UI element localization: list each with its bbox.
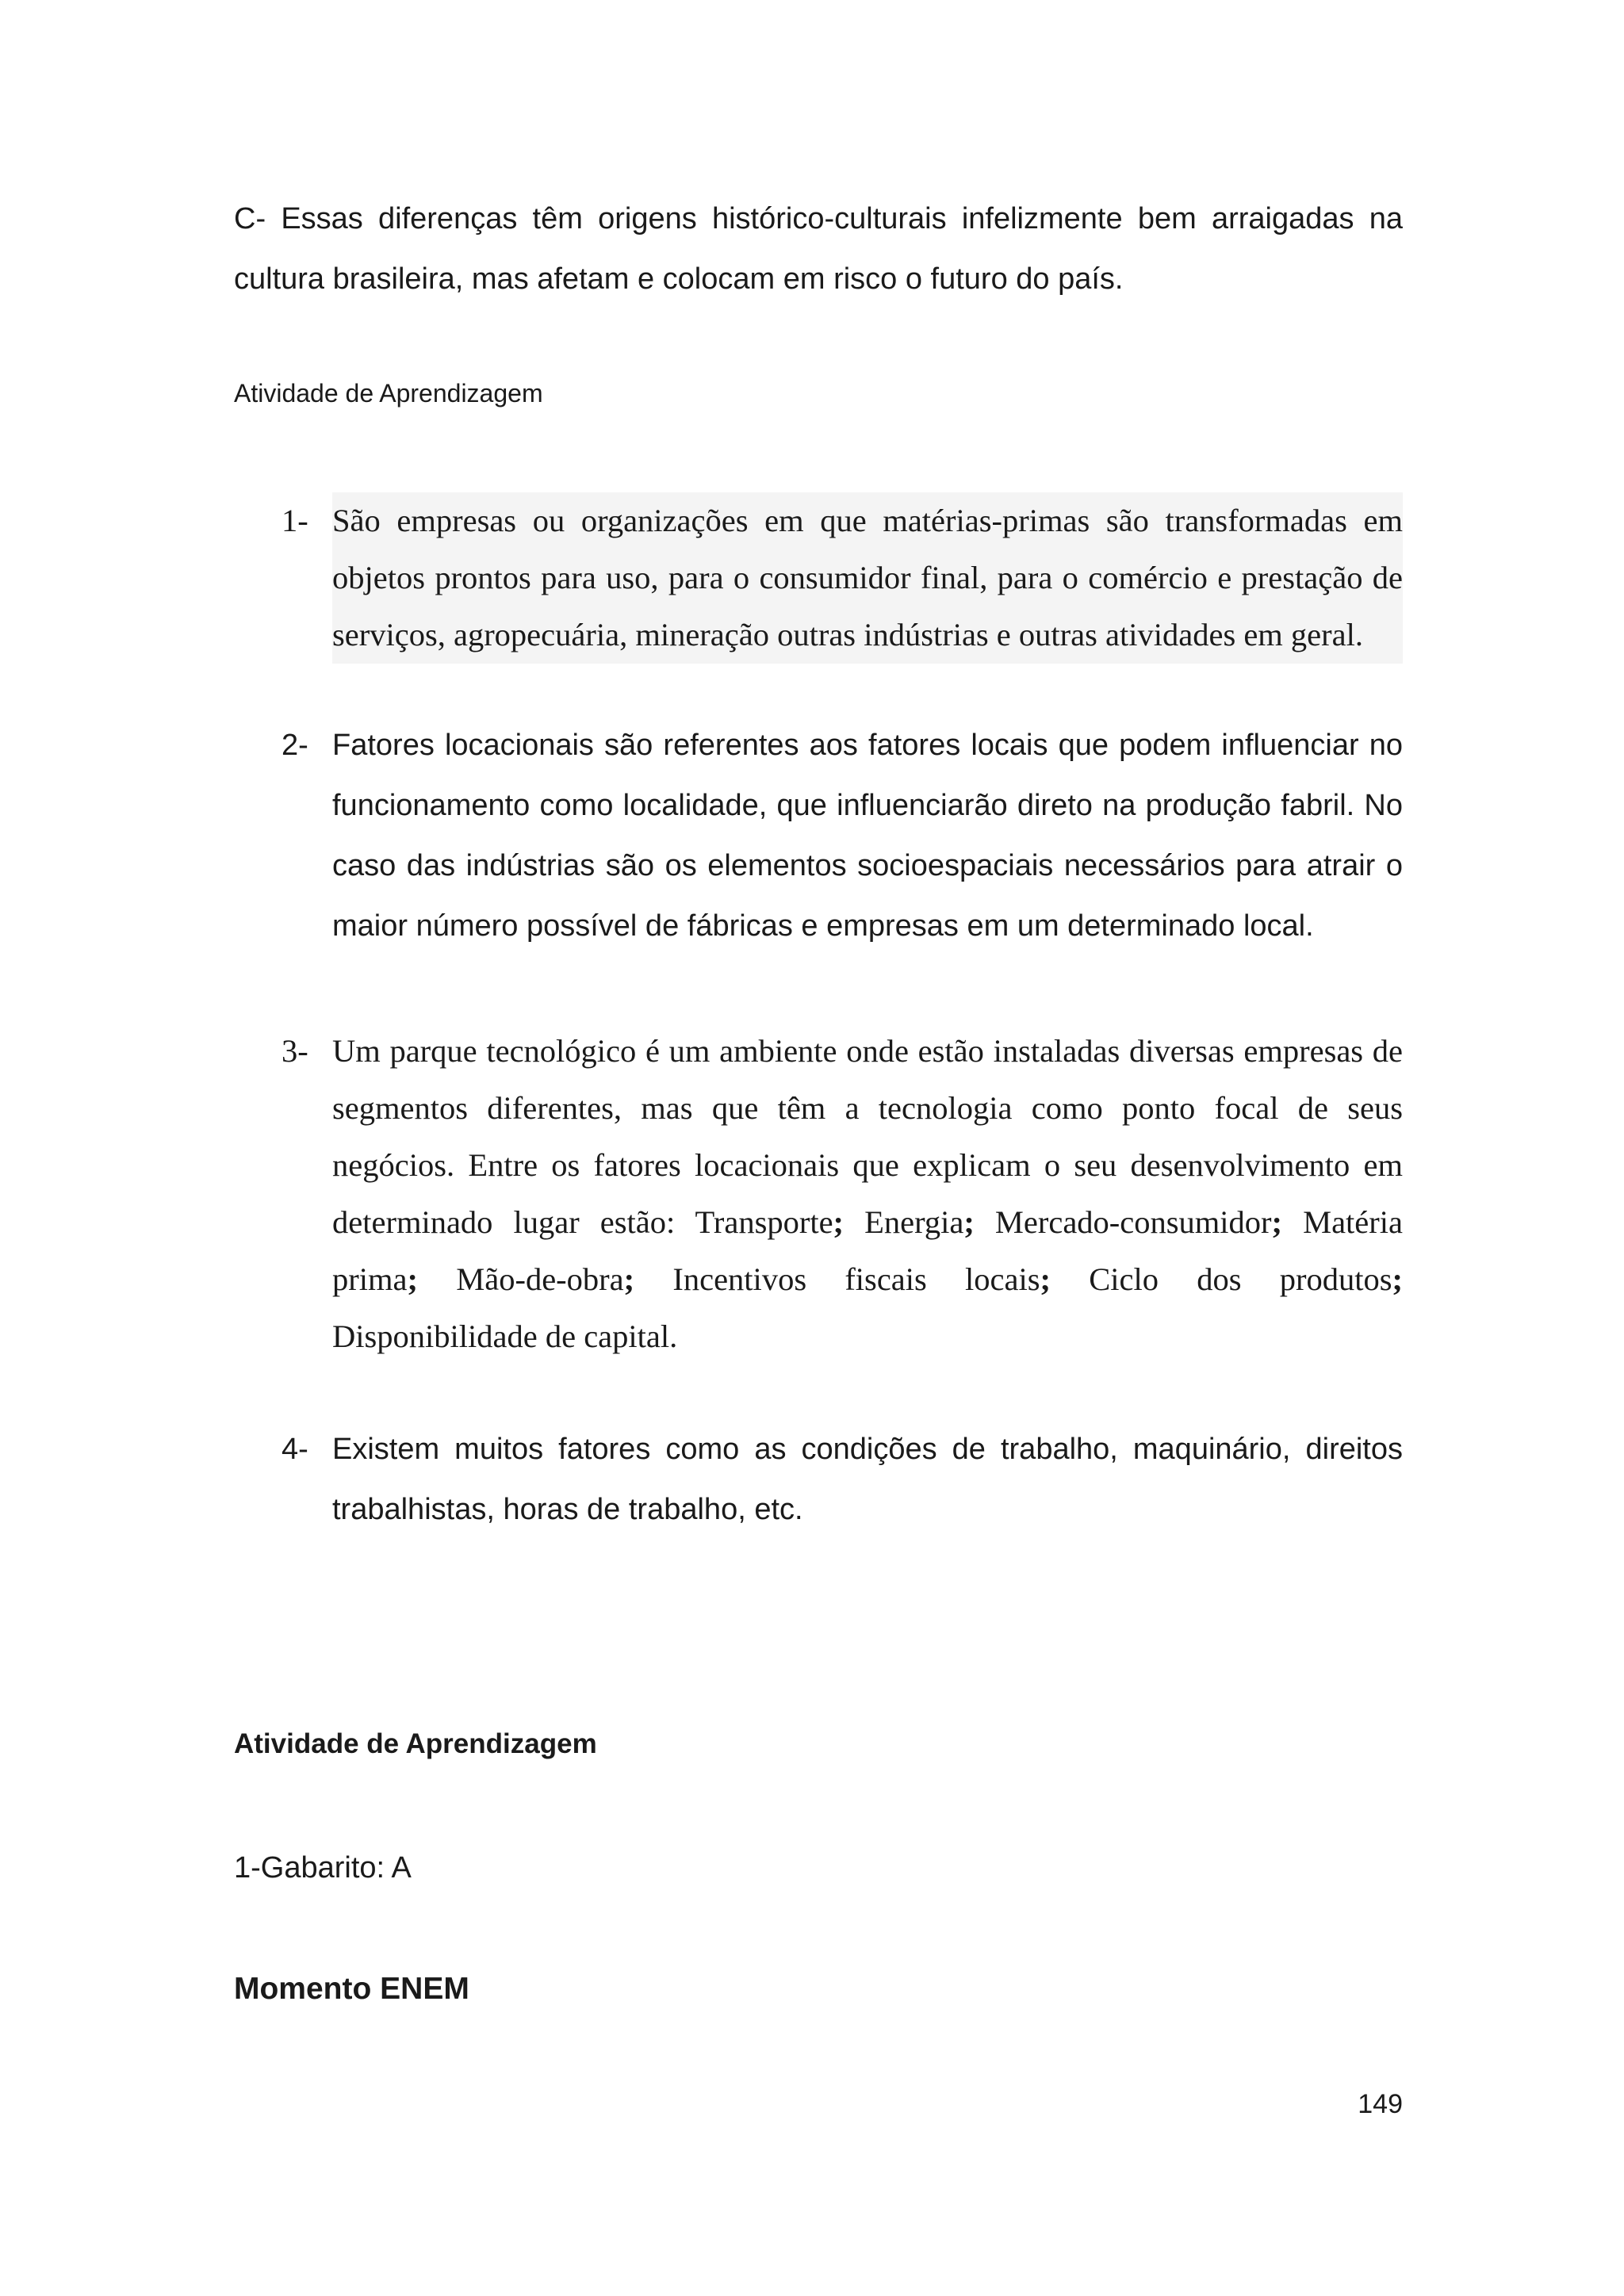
semicolon: ; <box>963 1204 975 1240</box>
list-item-number: 1- <box>282 503 308 538</box>
text-segment: Disponibilidade de capital. <box>332 1318 678 1354</box>
text-segment: Mercado-consumidor <box>974 1204 1272 1240</box>
text-segment: Ciclo dos produtos <box>1051 1261 1392 1297</box>
page-number: 149 <box>1358 2089 1403 2119</box>
semicolon: ; <box>407 1261 418 1297</box>
section-heading-atividade: Atividade de Aprendizagem <box>234 379 543 408</box>
semicolon: ; <box>1392 1261 1403 1297</box>
text-segment: Incentivos fiscais locais <box>634 1261 1040 1297</box>
list-item-text <box>332 1023 1403 1365</box>
section-heading-momento-enem: Momento ENEM <box>234 1972 469 2006</box>
answer-line: 1-Gabarito: A <box>234 1851 412 1885</box>
list-item-number: 4- <box>282 1433 308 1466</box>
list-item-2 <box>282 715 1403 956</box>
paragraph-c: C- Essas diferenças têm origens histórico-culturais infelizmente bem arraigadas na cultura brasileira, mas afetam e colocam em risco o futuro do país. <box>234 202 1403 296</box>
semicolon: ; <box>1040 1261 1051 1297</box>
semicolon: ; <box>1271 1204 1283 1240</box>
semicolon: ; <box>623 1261 635 1297</box>
text-segment: Um parque tecnológico é um ambiente onde estão instaladas diversas empresas de segmentos diferentes, mas que têm a tecnologia como ponto focal de seus negócios. Entre os fatores locacionais que explicam o seu desenvolvimento em determinado lugar estão: Transporte <box>332 1033 1403 1240</box>
list-item-number: 3- <box>282 1033 308 1069</box>
section-heading-atividade-bold: Atividade de Aprendizagem <box>234 1728 597 1759</box>
text-segment: Matéria prima <box>332 1204 1404 1297</box>
list-item-4 <box>282 1419 1403 1540</box>
list-item-3 <box>282 1023 1403 1365</box>
text-segment: Mão-de-obra <box>417 1261 624 1297</box>
list-item-1 <box>282 492 1403 664</box>
list-item-number: 2- <box>282 729 308 762</box>
semicolon: ; <box>833 1204 845 1240</box>
list-item-text: São empresas ou organizações em que matérias-primas são transformadas em objetos prontos para uso, para o consumidor final, para o comércio e prestação de serviços, agropecuária, mineração outras indústrias e outras atividades em geral. <box>332 492 1403 664</box>
list-item-text: Existem muitos fatores como as condições de trabalho, maquinário, direitos trabalhistas, horas de trabalho, etc. <box>332 1433 1403 1526</box>
list-item-text: Fatores locacionais são referentes aos fatores locais que podem influenciar no funcionamento como localidade, que influenciarão direto na produção fabril. No caso das indústrias são os elementos socioespaciais necessários para atrair o maior número possível de fábricas e empresas em um determinado local. <box>332 729 1403 943</box>
text-segment: Energia <box>844 1204 964 1240</box>
